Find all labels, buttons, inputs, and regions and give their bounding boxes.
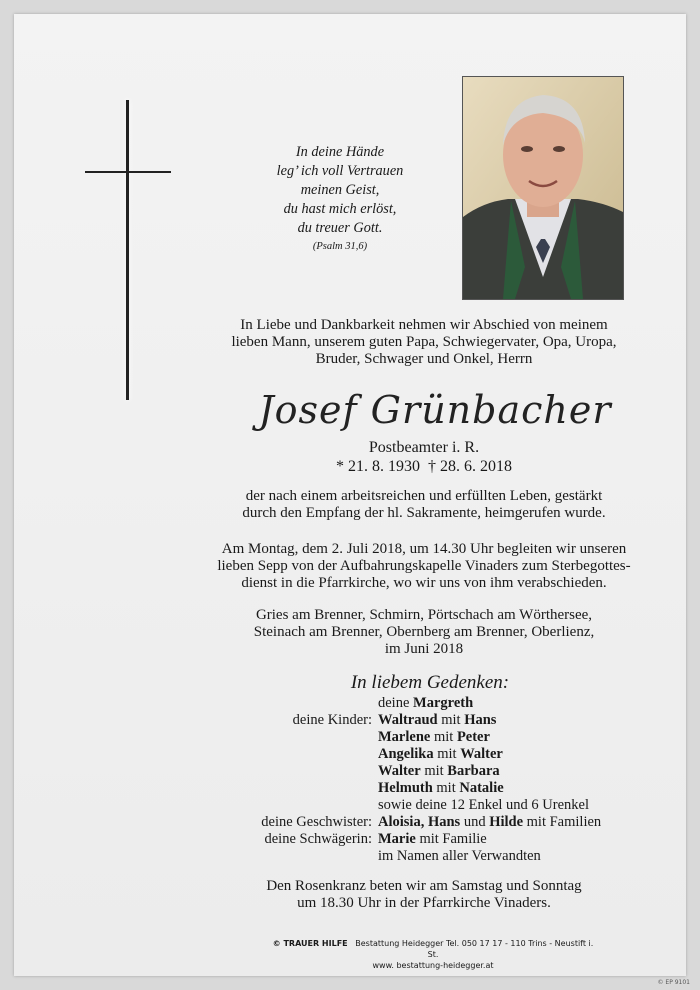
cross-icon-bar bbox=[85, 171, 171, 173]
verse-line: leg’ ich voll Vertrauen bbox=[276, 163, 404, 179]
family-row: im Namen aller Verwandten bbox=[378, 848, 541, 864]
intro-line: Bruder, Schwager und Onkel, Herrn bbox=[315, 351, 533, 367]
intro-line: lieben Mann, unserem guten Papa, Schwiegervater, Opa, Uropa, bbox=[231, 334, 617, 350]
occupation: Postbeamter i. R. bbox=[368, 439, 480, 456]
family-row: Angelika mit Walter bbox=[378, 746, 503, 762]
family-row: deine Geschwister: Aloisia, Hans und Hilde mit Familien bbox=[261, 814, 602, 830]
undertaker-contact: Bestattung Heidegger Tel. 050 17 17 - 110 Trins - Neustift i. St. bbox=[355, 939, 594, 959]
rosary-line: um 18.30 Uhr in der Pfarrkirche Vinaders. bbox=[297, 895, 551, 911]
life-data bbox=[180, 438, 668, 476]
family-row: Walter mit Barbara bbox=[378, 763, 500, 779]
family-row: Marlene mit Peter bbox=[378, 729, 490, 745]
family-row: Helmuth mit Natalie bbox=[378, 780, 504, 796]
portrait-photo bbox=[462, 76, 624, 300]
places-line: Steinach am Brenner, Obernberg am Brenner, Oberlienz, bbox=[253, 624, 595, 640]
intro-line: In Liebe und Dankbarkeit nehmen wir Abschied von meinem bbox=[240, 317, 608, 333]
verse-line: In deine Hände bbox=[295, 144, 385, 160]
family-list bbox=[180, 695, 668, 865]
verse-reference: (Psalm 31,6) bbox=[312, 241, 368, 252]
in-memory-heading: In liebem Gedenken: bbox=[350, 672, 510, 693]
cross-icon bbox=[126, 100, 129, 400]
family-row: sowie deine 12 Enkel und 6 Urenkel bbox=[378, 797, 590, 813]
intro-text bbox=[180, 317, 668, 368]
places-line: im Juni 2018 bbox=[384, 641, 464, 657]
funeral-details bbox=[180, 541, 668, 592]
family-row: deine Kinder: Waltraud mit Hans bbox=[292, 712, 497, 728]
passing-line: durch den Empfang der hl. Sakramente, heimgerufen wurde. bbox=[242, 505, 606, 521]
funeral-line: lieben Sepp von der Aufbahrungskapelle Vinaders zum Sterbegottes- bbox=[217, 558, 631, 574]
birth-death-dates: * 21. 8. 1930 † 28. 6. 2018 bbox=[336, 458, 512, 475]
family-row: deine Schwägerin: Marie mit Familie bbox=[264, 831, 487, 847]
undertaker-footer bbox=[268, 938, 598, 971]
passing-text bbox=[180, 488, 668, 522]
family-row: deine Margreth bbox=[378, 695, 474, 711]
brand-logo: © TRAUER HILFE bbox=[272, 939, 348, 948]
rosary-line: Den Rosenkranz beten wir am Samstag und Sonntag bbox=[266, 878, 582, 894]
passing-line: der nach einem arbeitsreichen und erfüllten Leben, gestärkt bbox=[245, 488, 603, 504]
rosary-text bbox=[180, 878, 668, 912]
places-text bbox=[180, 607, 668, 658]
funeral-line: dienst in die Pfarrkirche, wo wir uns von ihm verabschieden. bbox=[241, 575, 607, 591]
deceased-name: Josef Grünbacher bbox=[258, 388, 612, 432]
undertaker-website[interactable]: www. bestattung-heidegger.at bbox=[372, 961, 494, 970]
print-code: © EP 9101 bbox=[657, 979, 690, 986]
verse-line: du hast mich erlöst, bbox=[283, 201, 397, 217]
funeral-line: Am Montag, dem 2. Juli 2018, um 14.30 Uhr begleiten wir unseren bbox=[221, 541, 627, 557]
verse-line: du treuer Gott. bbox=[297, 220, 383, 236]
places-line: Gries am Brenner, Schmirn, Pörtschach am Wörthersee, bbox=[255, 607, 593, 623]
verse-line: meinen Geist, bbox=[300, 182, 380, 198]
bible-verse bbox=[260, 143, 420, 256]
